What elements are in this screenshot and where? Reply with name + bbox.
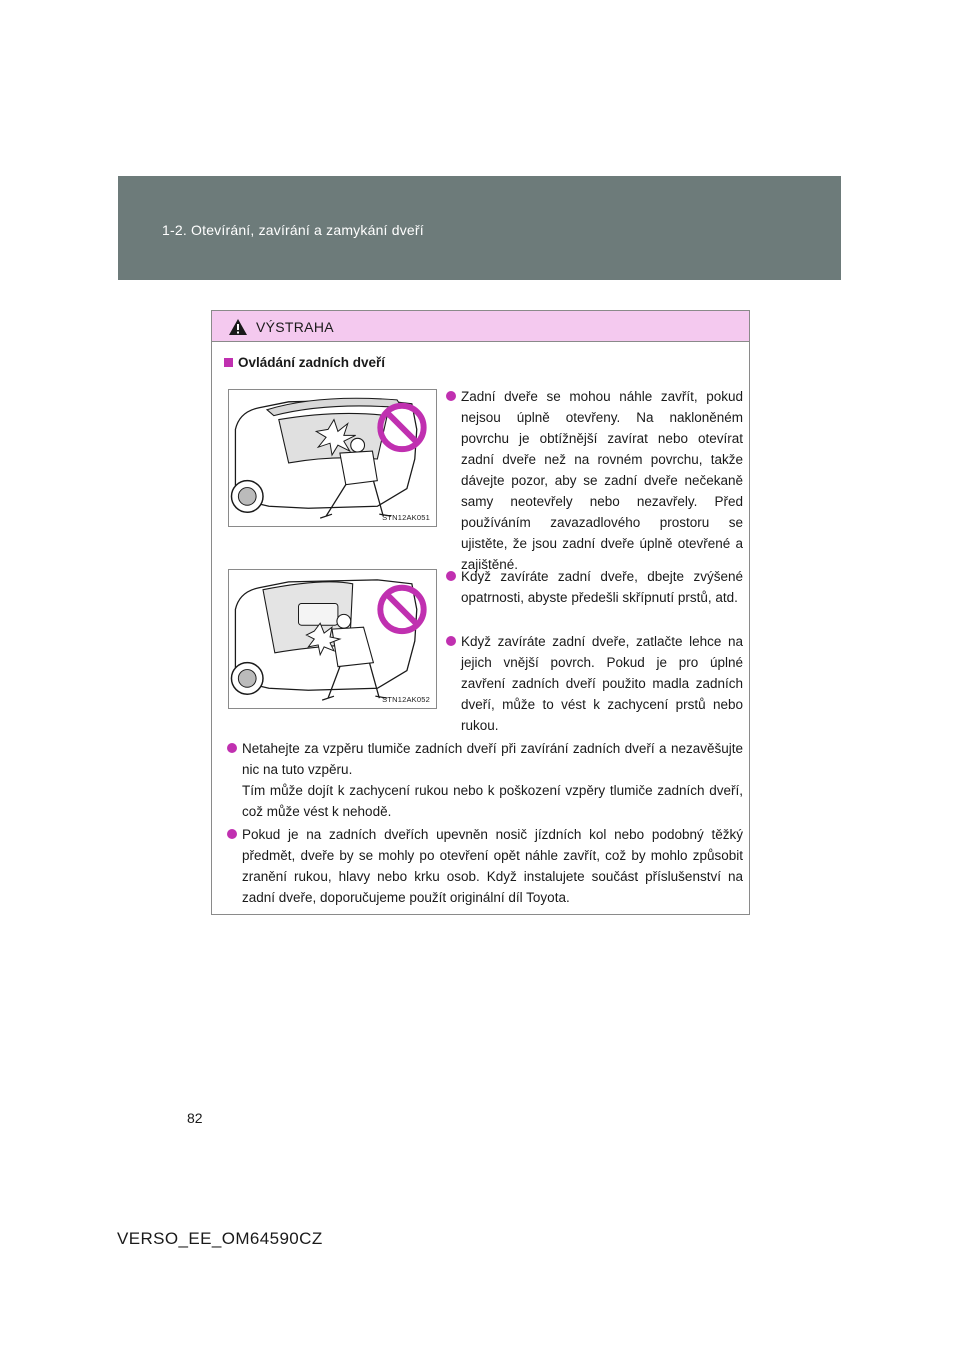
section-header: 1-2. Otevírání, zavírání a zamykání dveří: [162, 222, 424, 238]
warning-header: [212, 311, 749, 342]
bullet-dot-icon: [446, 571, 456, 581]
bullet-dot-icon: [227, 743, 237, 753]
bullet-item: [461, 631, 743, 736]
illustration-code: STN12AK051: [382, 513, 430, 522]
warning-title: VÝSTRAHA: [256, 319, 334, 335]
bullet-text: Když zavíráte zadní dveře, zatlačte lehce na jejich vnější povrch. Pokud je pro úplné zavření zadních dveří použito madla zadních dveří, může to vést k zachycení prstů nebo rukou.: [461, 634, 743, 733]
warning-box: [211, 310, 750, 915]
illustration-pushing-door: [228, 569, 437, 709]
car-rear-illustration: [229, 570, 436, 708]
document-code: VERSO_EE_OM64590CZ: [117, 1229, 323, 1248]
bullet-text: Netahejte za vzpěru tlumiče zadních dveří při zavírání zadních dveří a nezavěšujte nic na tuto vzpěru.: [242, 741, 743, 777]
section-title-text: Ovládání zadních dveří: [238, 355, 386, 370]
illustration-trunk-door-closing: [228, 389, 437, 527]
bullet-item: [461, 566, 743, 608]
bullet-dot-icon: [446, 391, 456, 401]
bullet-item: [242, 738, 743, 822]
bullet-text: Tím může dojít k zachycení rukou nebo k poškození vzpěry tlumiče zadních dveří, což může vést k nehodě.: [242, 783, 743, 819]
bullet-dot-icon: [227, 829, 237, 839]
bullet-text: Když zavíráte zadní dveře, dbejte zvýšené opatrnosti, abyste předešli skřípnutí prstů, atd.: [461, 569, 743, 605]
square-bullet-icon: [224, 358, 233, 367]
section-title: [224, 355, 385, 370]
illustration-code: STN12AK052: [382, 695, 430, 704]
warning-triangle-icon: [228, 318, 248, 336]
bullet-text: Zadní dveře se mohou náhle zavřít, pokud nejsou úplně otevřeny. Na nakloněném povrchu je obtížnější zavírat nebo otevírat zadní dveře než na rovném povrchu, takže dávejte pozor, aby se zadní dveře nečekaně samy neotevřely nebo nezavřely. Před používáním zavazadlového prostoru se ujistěte, že jsou zadní dveře úplně otevřené a zajištěné.: [461, 389, 743, 572]
bullet-text: Pokud je na zadních dveřích upevněn nosič jízdních kol nebo podobný těžký předmět, dveře by se mohly po otevření opět náhle zavřít, což by mohlo způsobit zranění rukou, hlavy nebo krku osob. Když instalujete součást příslušenství na zadní dveře, doporučujeme použít originální díl Toyota.: [242, 827, 743, 905]
bullet-item: [242, 824, 743, 908]
car-rear-illustration: [229, 390, 436, 526]
bullet-item: [461, 386, 743, 575]
header-band: [118, 176, 841, 280]
page-number: 82: [187, 1110, 203, 1126]
bullet-dot-icon: [446, 636, 456, 646]
